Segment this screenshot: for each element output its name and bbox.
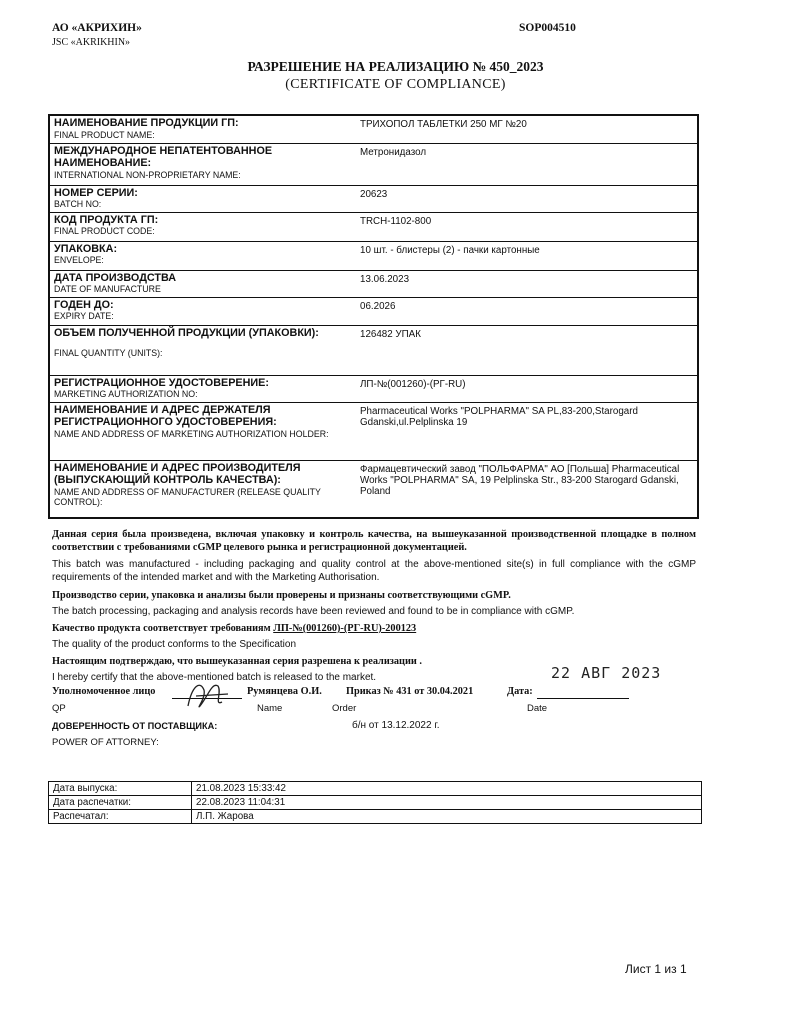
date-label: Дата: [507, 686, 533, 697]
label-en: ENVELOPE: [54, 255, 104, 265]
row-product-code [49, 212, 698, 241]
row-batch-no [49, 185, 698, 212]
statement-compliance-ru: Данная серия была произведена, включая упаковку и контроль качества, на вышеуказанной производственной площадке в полном соответствии с требованиями cGMP целевого рынка и регистрационной документацией. [52, 529, 696, 553]
statement-review-en: The batch processing, packaging and analysis records have been reviewed and found to be in compliance with cGMP. [52, 606, 575, 617]
value: ЛП-№(001260)-(РГ-RU) [352, 375, 698, 402]
value: 126482 УПАК [352, 325, 698, 375]
label-en: FINAL PRODUCT CODE: [54, 226, 155, 236]
label-ru: РЕГИСТРАЦИОННОЕ УДОСТОВЕРЕНИЕ: [54, 376, 269, 389]
cell-label: Дата выпуска: [49, 782, 192, 796]
row-product-name [49, 115, 698, 143]
value: 20623 [352, 185, 698, 212]
print-info-table [48, 781, 702, 824]
label-ru: НАИМЕНОВАНИЕ И АДРЕС ПРОИЗВОДИТЕЛЯ (ВЫПУСКАЮЩИЙ КОНТРОЛЬ КАЧЕСТВА): [54, 461, 301, 486]
spec-reference: ЛП-№(001260)-(РГ-RU)-200123 [273, 623, 417, 634]
label-en: MARKETING AUTHORIZATION NO: [54, 389, 198, 399]
value: Pharmaceutical Works "POLPHARMA" SA PL,83-200,Starogard Gdanski,ul.Pelplinska 19 [352, 402, 698, 460]
statement-release-en: I hereby certify that the above-mentioned batch is released to the market. [52, 672, 377, 683]
cell-value: Л.П. Жарова [192, 810, 702, 824]
certificate-table [48, 114, 699, 519]
row-manufacturer [49, 460, 698, 518]
poa-label: ДОВЕРЕННОСТЬ ОТ ПОСТАВЩИКА: [52, 721, 218, 731]
release-date-stamp: 22 АВГ 2023 [551, 664, 662, 682]
name-label-en: Name [257, 703, 283, 714]
label-ru: НОМЕР СЕРИИ: [54, 186, 138, 199]
label-ru: МЕЖДУНАРОДНОЕ НЕПАТЕНТОВАННОЕ НАИМЕНОВАНИЕ: [54, 144, 273, 169]
row-final-quantity [49, 325, 698, 375]
label-en: DATE OF MANUFACTURE [54, 284, 161, 294]
document-title: РАЗРЕШЕНИЕ НА РЕАЛИЗАЦИЮ № 450_2023 [247, 59, 544, 74]
label-ru: НАИМЕНОВАНИЕ ПРОДУКЦИИ ГП: [54, 117, 239, 129]
label-en: FINAL PRODUCT NAME: [54, 129, 155, 140]
table-row [49, 796, 702, 810]
label-en: FINAL QUANTITY (UNITS): [54, 348, 163, 358]
label-ru: КОД ПРОДУКТА ГП: [54, 213, 159, 226]
order-label-en: Order [332, 703, 357, 714]
row-envelope [49, 241, 698, 270]
label-ru: НАИМЕНОВАНИЕ И АДРЕС ДЕРЖАТЕЛЯ РЕГИСТРАЦИОННОГО УДОСТОВЕРЕНИЯ: [54, 403, 277, 428]
spec-prefix: Качество продукта соответствует требованиям [52, 623, 271, 634]
label-en: INTERNATIONAL NON-PROPRIETARY NAME: [54, 169, 241, 180]
page-number: Лист 1 из 1 [625, 962, 687, 976]
statement-compliance-en: This batch was manufactured - including packaging and quality control at the above-mentioned site(s) in full compliance with the cGMP requirements of the intended market and with the Marketing Authorisation. [52, 559, 696, 583]
qp-order: Приказ № 431 от 30.04.2021 [346, 686, 474, 697]
handwritten-signature [178, 676, 238, 716]
label-en: NAME AND ADDRESS OF MANUFACTURER (RELEASE QUALITY CONTROL): [54, 486, 321, 507]
label-en: EXPIRY DATE: [54, 311, 114, 321]
date-line [537, 698, 629, 699]
table-row [49, 782, 702, 796]
statement-spec-ru [52, 622, 696, 635]
company-name-ru: АО «АКРИХИН» [52, 22, 142, 34]
value: 13.06.2023 [352, 270, 698, 297]
label-ru: ОБЪЕМ ПОЛУЧЕННОЙ ПРОДУКЦИИ (УПАКОВКИ): [54, 326, 319, 339]
statement-spec-en: The quality of the product conforms to the Specification [52, 639, 297, 650]
value: Метронидазол [352, 143, 698, 185]
company-name-en: JSC «AKRIKHIN» [52, 37, 131, 48]
label-en: NAME AND ADDRESS OF MARKETING AUTHORIZATION HOLDER: [54, 428, 329, 439]
cell-value: 21.08.2023 15:33:42 [192, 782, 702, 796]
row-ma-holder [49, 402, 698, 460]
statement-review-ru: Производство серии, упаковка и анализы были проверены и признаны соответствующими cGMP. [52, 590, 511, 601]
statement-release-ru: Настоящим подтверждаю, что вышеуказанная серия разрешена к реализации . [52, 656, 422, 667]
qp-label: Уполномоченное лицо [52, 686, 156, 697]
value: 10 шт. - блистеры (2) - пачки картонные [352, 241, 698, 270]
value: ТРИХОПОЛ ТАБЛЕТКИ 250 МГ №20 [352, 115, 698, 143]
label-ru: ДАТА ПРОИЗВОДСТВА [54, 271, 177, 284]
qp-name: Румянцева О.И. [247, 686, 322, 697]
row-expiry-date [49, 297, 698, 325]
value: TRCH-1102-800 [352, 212, 698, 241]
cell-label: Дата распечатки: [49, 796, 192, 810]
label-en: BATCH NO: [54, 199, 102, 209]
document-subtitle: (CERTIFICATE OF COMPLIANCE) [285, 77, 506, 92]
cell-label: Распечатал: [49, 810, 192, 824]
poa-label-en: POWER OF ATTORNEY: [52, 737, 159, 748]
value: 06.2026 [352, 297, 698, 325]
row-manufacture-date [49, 270, 698, 297]
row-marketing-authorization [49, 375, 698, 402]
cell-value: 22.08.2023 11:04:31 [192, 796, 702, 810]
label-ru: ГОДЕН ДО: [54, 298, 114, 311]
date-label-en: Date [527, 703, 548, 714]
value: Фармацевтический завод "ПОЛЬФАРМА" АО [Польша] Pharmaceutical Works "POLPHARMA" SA, 19 Pelplinska Str., 83-200 Starogard Gdanski, Poland [352, 460, 698, 518]
poa-value: б/н от 13.12.2022 г. [352, 720, 440, 731]
document-code: SOP004510 [519, 22, 576, 34]
qp-label-en: QP [52, 703, 66, 714]
table-row [49, 810, 702, 824]
label-ru: УПАКОВКА: [54, 242, 118, 255]
row-inn [49, 143, 698, 185]
